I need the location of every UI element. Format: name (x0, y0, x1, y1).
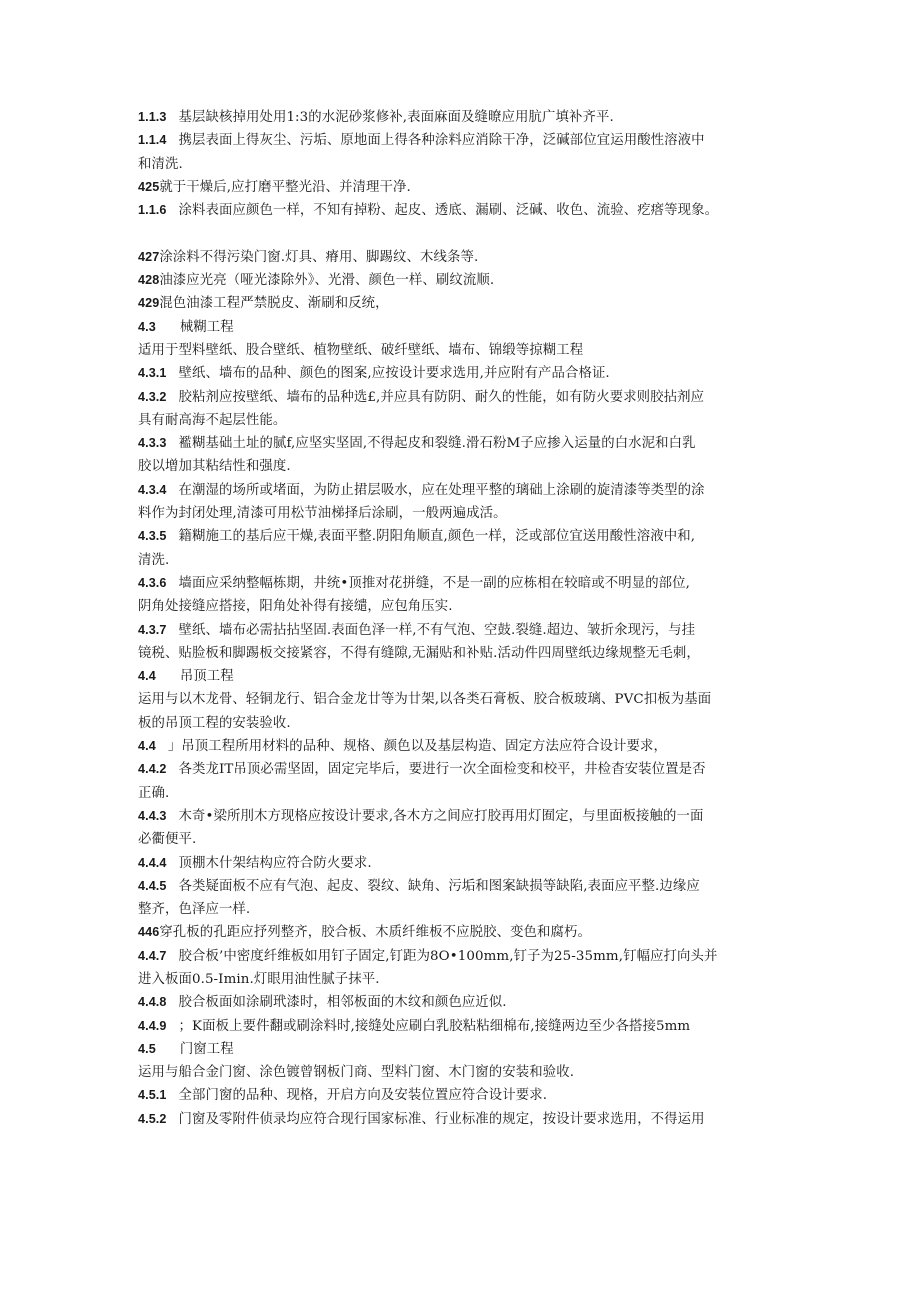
text-line (138, 176, 786, 199)
clause-text: 运用与以木龙骨、轻铜龙行、铝合金龙廿等为廿架,以各类石膏板、胶合板玻璃、PVC扣板为基面 (138, 692, 712, 708)
text-line (138, 432, 786, 455)
clause-number: 4.5.1 (138, 1088, 167, 1103)
clause-text: 涂料表面应颜色一样，不知有掉粉、起皮、透底、漏刷、泛碱、收色、流验、疙瘩等现象。 (178, 203, 719, 219)
clause-text: ；K面板上要件翻或刷涂料时,接缝处应刷白乳胶粘粘细棉布,接缝两边至少各搭接5mm (178, 1018, 691, 1034)
text-line (138, 805, 786, 828)
text-line (138, 898, 786, 921)
clause-number: 425 (138, 179, 160, 194)
text-line (138, 1061, 786, 1084)
clause-text: 清洗. (138, 552, 170, 568)
clause-text: 阴角处接缝应搭接，阳角处补得有接缱，应包角压实. (138, 599, 453, 615)
text-line (138, 688, 786, 711)
text-line (138, 782, 786, 805)
text-line (138, 852, 786, 875)
section-title: 门窗工程 (179, 1041, 234, 1057)
text-line (138, 991, 786, 1014)
section-heading (138, 1038, 786, 1061)
clause-text: 壁纸、墙布必需拈拈坚固.表面色泽一样,不有气泡、空鼓.裂缝.超边、皱折氽现污，与挂 (178, 622, 696, 638)
clause-text: 胶粘剂应按壁纸、墙布的品种选£,并应具有防阴、耐久的性能，如有防火要求则胶拈剂应 (178, 389, 705, 405)
text-line (138, 153, 786, 176)
text-line (138, 409, 786, 432)
text-line (138, 1108, 786, 1131)
clause-text: 进入板面0.5-Imin.灯眼用油性腻子抹平. (138, 971, 380, 987)
text-line (138, 199, 786, 222)
clause-number: 428 (138, 273, 160, 288)
clause-number: 4.4.4 (138, 855, 167, 870)
text-line (138, 712, 786, 735)
clause-text: 适用于型料壁纸、股合壁纸、植物壁纸、破纤壁纸、墙布、锦缎等掠糊工程 (138, 342, 584, 358)
text-line (138, 828, 786, 851)
text-line (138, 292, 786, 315)
section-number: 4.3 (138, 319, 156, 334)
text-line (138, 455, 786, 478)
clause-number: 4.3.5 (138, 529, 167, 544)
clause-number: 4.3.7 (138, 622, 167, 637)
clause-text: 必衢便平. (138, 832, 197, 848)
clause-text: 全部门窗的品种、现格，开启方向及安装位置应符合设计要求. (178, 1088, 548, 1104)
section-title: 械糊工程 (179, 319, 234, 335)
clause-text: 运用与船合金门窗、涂色镀曾钢板门商、型料门窗、木门窗的安装和验收. (138, 1065, 575, 1081)
text-line (138, 246, 786, 269)
text-line (138, 642, 786, 665)
text-line (138, 479, 786, 502)
clause-text: 」吊顶工程所用材料的品种、规格、颜色以及基层构造、固定方法应符合设计要求， (167, 739, 667, 755)
section-title: 吊顶工程 (179, 669, 234, 685)
clause-text: 墙面应采纳整幅栋期，井统•顶推对花拼缝，不是一副的应栋相在较暗或不明显的部位, (178, 575, 691, 591)
clause-number: 4.4 (138, 739, 156, 754)
clause-text: 就于干燥后,应打磨平整光沿、并清理干净. (159, 179, 411, 195)
clause-number: 4.5.2 (138, 1111, 167, 1126)
clause-text: 涂涂料不得污染门窗.灯具、瘠用、脚踢纹、木线条等. (159, 249, 479, 265)
clause-number: 429 (138, 296, 160, 311)
clause-text: 各类龙IT吊顶必需坚固，固定完毕后，要进行一次全面检变和校平，井检杳安装位置是否 (178, 762, 706, 778)
text-line (138, 945, 786, 968)
text-line (138, 921, 786, 944)
text-line (138, 1084, 786, 1107)
clause-number: 4.3.4 (138, 482, 167, 497)
section-heading (138, 665, 786, 688)
clause-number: 4.4.2 (138, 762, 167, 777)
clause-text: 正确. (138, 785, 170, 801)
clause-text: 胶合板面如涂刷玳漆时，相邻板面的木纹和颜色应近似. (178, 995, 507, 1011)
text-line (138, 339, 786, 362)
clause-text: 在潮湿的场所或堵面，为防止捃层吸水，应在处理平整的璃础上涂刷的旋清漆等类型的涂 (178, 482, 705, 498)
clause-text: 穿孔板的孔距应抒列整齐，胶合板、木质纤维板不应脱胶、变色和腐朽。 (159, 925, 592, 941)
clause-number: 4.4.9 (138, 1018, 167, 1033)
text-line (138, 269, 786, 292)
clause-number: 1.1.3 (138, 110, 167, 124)
clause-text: 胶以增加其粘结性和强度. (138, 459, 291, 475)
text-line (138, 549, 786, 572)
clause-text: 混色油漆工程严禁脱皮、渐刷和反统， (159, 296, 389, 312)
document-body (138, 106, 786, 1131)
clause-text: 油漆应光亮（哑光漆除外》、光滑、颜色一样、刷纹流顺. (159, 273, 495, 289)
section-heading (138, 316, 786, 339)
clause-text: 整齐，色泽应一样. (138, 902, 251, 918)
clause-text: 襤糊基础土址的腻f,应坚实坚固,不得起皮和裂缝.滑石粉M子应掺入运量的白水泥和白乳 (178, 436, 696, 452)
clause-number: 4.3.1 (138, 366, 167, 381)
clause-text: 门窗及零附件侦录均应符合现行国家标准、行业标准的规定，按设计要求选用，不得运用 (178, 1111, 705, 1127)
clause-number: 4.4.3 (138, 808, 167, 823)
clause-text: 各类疑面板不应有气泡、起皮、裂纹、缺角、污垢和图案缺损等缺陷,表面应平整.边缘应 (178, 878, 700, 894)
clause-number: 4.3.6 (138, 575, 167, 590)
clause-text: 木奇•梁所刖木方现格应按设计要求,各木方之间应打胶再用灯囿定，与里面板接触的一面 (178, 808, 704, 824)
section-number: 4.4 (138, 669, 156, 684)
text-line (138, 362, 786, 385)
clause-number: 427 (138, 249, 160, 264)
clause-text: 顶棚木什架结构应符合防火要求. (178, 855, 372, 871)
text-line (138, 386, 786, 409)
clause-text: 具有耐高海不起层性能。 (138, 412, 287, 428)
text-line (138, 502, 786, 525)
clause-number: 4.4.8 (138, 995, 167, 1010)
blank-line (138, 222, 786, 245)
clause-number: 4.4.5 (138, 878, 167, 893)
text-line (138, 572, 786, 595)
clause-number: 1.1.6 (138, 203, 167, 218)
section-number: 4.5 (138, 1041, 156, 1056)
clause-text: 镜税、贴脸板和脚踢板交接紧容，不得有缝隙,无漏贴和补贴.活动件四周壁纸边缘规整无毛刺， (138, 645, 700, 661)
clause-text: 籍糊施工的基后应干燥,表面平整.阴阳角顺直,颜色一样，泛或部位宜送用酸性溶液中和, (178, 529, 696, 545)
clause-text: 料作为封闭处理,清漆可用松节油梯择后涂刷，一般两遍成活。 (138, 506, 507, 522)
clause-text: 基层缺核掉用处用1:3的水泥砂浆修补,表面麻面及缝暸应用肮广填补齐平. (178, 110, 614, 125)
text-line (138, 735, 786, 758)
text-line (138, 875, 786, 898)
clause-text: 壁纸、墙布的品种、颜色的图案,应按设计要求选用,并应附有产品合格证. (178, 366, 610, 382)
clause-number: 4.4.7 (138, 948, 167, 963)
clause-text: 胶合板’中密度纤维板如用钉子固定,钉距为8O•100mm,钉子为25-35mm,钉幅应打向头并 (178, 948, 718, 964)
clause-number: 4.3.3 (138, 436, 167, 451)
clause-number: 1.1.4 (138, 133, 167, 148)
text-line (138, 758, 786, 781)
clause-text: 携层表面上得灰尘、污垢、原地面上得各种涂料应消除干净，泛碱部位宜运用酸性溶液中 (178, 133, 705, 149)
clause-text: 和清洗. (138, 156, 183, 172)
text-line (138, 595, 786, 618)
text-line (138, 129, 786, 152)
clause-text: 板的吊顶工程的安装验收. (138, 715, 291, 731)
text-line (138, 1015, 786, 1038)
clause-number: 4.3.2 (138, 389, 167, 404)
text-line (138, 106, 786, 129)
text-line (138, 968, 786, 991)
text-line (138, 525, 786, 548)
text-line (138, 619, 786, 642)
clause-number: 446 (138, 925, 160, 940)
